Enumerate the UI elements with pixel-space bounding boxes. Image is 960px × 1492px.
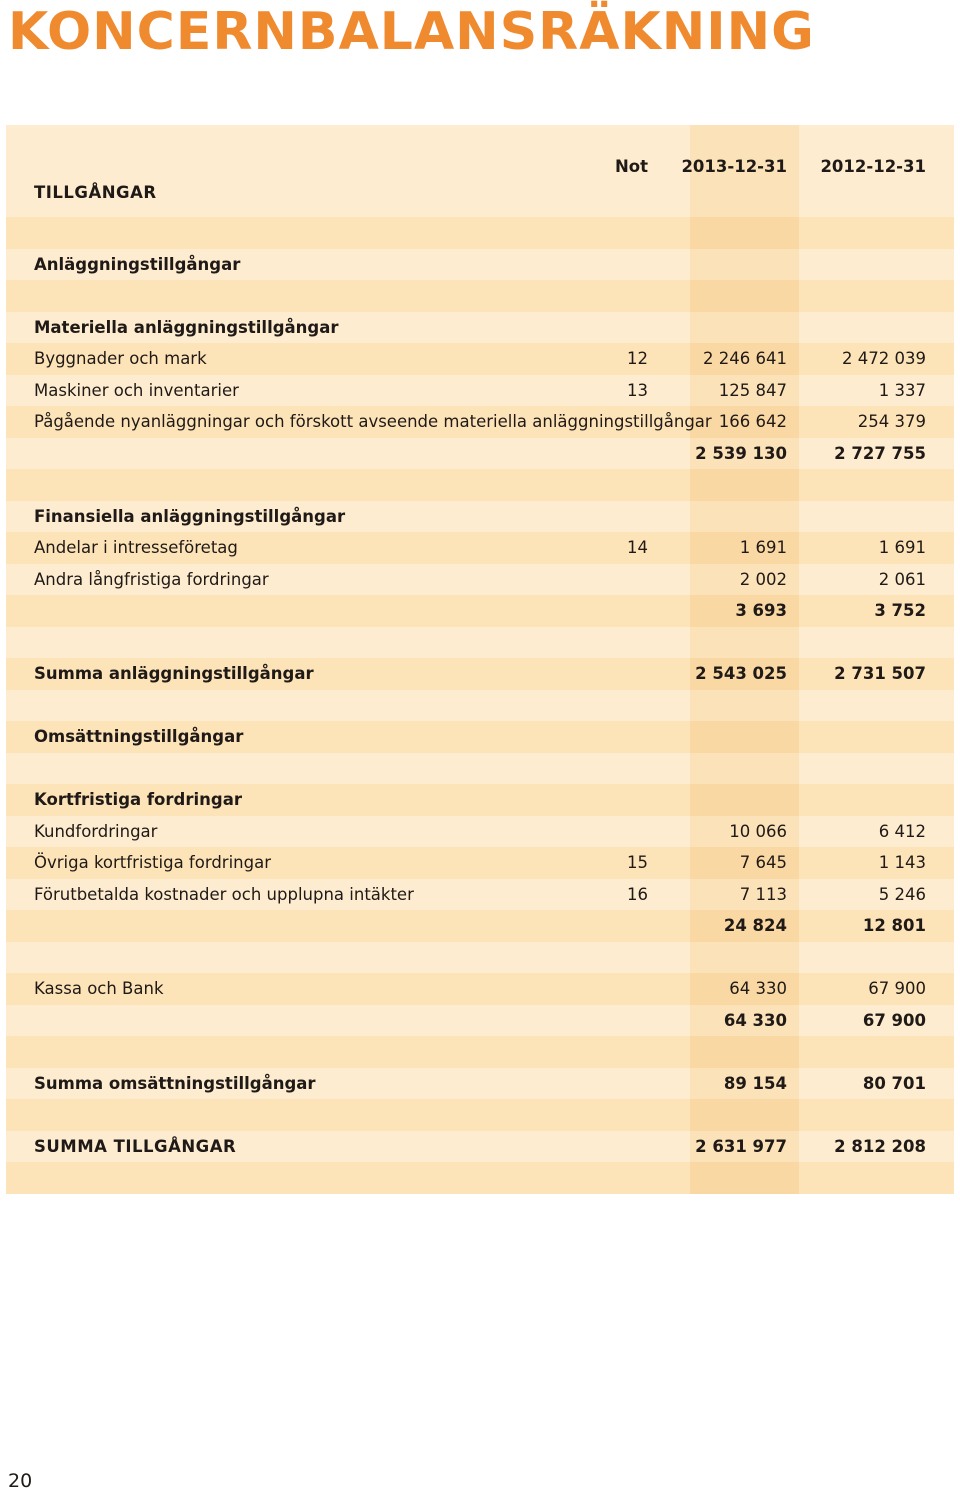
column-band bbox=[690, 249, 799, 281]
table-row bbox=[6, 595, 954, 627]
table-header-row bbox=[6, 125, 954, 217]
column-band bbox=[690, 753, 799, 785]
value-2013: 2 002 bbox=[739, 569, 787, 589]
table-body bbox=[6, 217, 954, 1194]
table-row bbox=[6, 658, 954, 690]
section-title: TILLGÅNGAR bbox=[34, 183, 157, 202]
table-row bbox=[6, 1036, 954, 1068]
value-2013: 64 330 bbox=[729, 979, 787, 999]
row-note: 15 bbox=[627, 853, 648, 873]
column-band bbox=[690, 501, 799, 533]
page-title: KONCERNBALANSRÄKNING bbox=[8, 2, 815, 62]
value-2013: 2 246 641 bbox=[703, 349, 787, 369]
value-2012: 3 752 bbox=[874, 601, 926, 621]
table-row bbox=[6, 1068, 954, 1100]
table-row bbox=[6, 312, 954, 344]
row-label: Kortfristiga fordringar bbox=[34, 790, 242, 810]
table-row bbox=[6, 406, 954, 438]
value-2013: 2 631 977 bbox=[695, 1136, 787, 1156]
column-band bbox=[690, 1162, 799, 1194]
table-row bbox=[6, 942, 954, 974]
table-row bbox=[6, 1005, 954, 1037]
column-band bbox=[690, 690, 799, 722]
column-band bbox=[690, 942, 799, 974]
value-2013: 1 691 bbox=[739, 538, 787, 558]
column-band bbox=[690, 721, 799, 753]
column-band bbox=[690, 280, 799, 312]
row-label: Maskiner och inventarier bbox=[34, 380, 239, 400]
value-2013: 24 824 bbox=[723, 916, 787, 936]
value-2012: 12 801 bbox=[862, 916, 926, 936]
table-row bbox=[6, 721, 954, 753]
value-2013: 7 645 bbox=[739, 853, 787, 873]
table-row bbox=[6, 627, 954, 659]
column-band bbox=[690, 312, 799, 344]
page-number: 20 bbox=[8, 1470, 33, 1492]
table-row bbox=[6, 784, 954, 816]
row-label: Byggnader och mark bbox=[34, 349, 207, 369]
value-2013: 2 543 025 bbox=[695, 664, 787, 684]
table-row bbox=[6, 343, 954, 375]
value-2013: 10 066 bbox=[729, 821, 787, 841]
table-row bbox=[6, 910, 954, 942]
column-band bbox=[690, 784, 799, 816]
value-2013: 7 113 bbox=[739, 884, 787, 904]
table-row bbox=[6, 501, 954, 533]
row-label: Omsättningstillgångar bbox=[34, 727, 244, 747]
row-label: Summa anläggningstillgångar bbox=[34, 664, 314, 684]
table-row bbox=[6, 1162, 954, 1194]
value-2013: 89 154 bbox=[723, 1073, 787, 1093]
table-row bbox=[6, 469, 954, 501]
column-header-2013: 2013-12-31 bbox=[681, 157, 787, 176]
value-2012: 67 900 bbox=[868, 979, 926, 999]
value-2012: 2 061 bbox=[878, 569, 926, 589]
table-row bbox=[6, 280, 954, 312]
value-2012: 5 246 bbox=[878, 884, 926, 904]
row-label: Summa omsättningstillgångar bbox=[34, 1073, 316, 1093]
value-2012: 80 701 bbox=[862, 1073, 926, 1093]
row-label: Finansiella anläggningstillgångar bbox=[34, 506, 346, 526]
table-row bbox=[6, 375, 954, 407]
row-label: Övriga kortfristiga fordringar bbox=[34, 853, 271, 873]
value-2012: 2 727 755 bbox=[834, 443, 926, 463]
table-row bbox=[6, 249, 954, 281]
value-2013: 125 847 bbox=[718, 380, 787, 400]
table-row bbox=[6, 1131, 954, 1163]
row-note: 14 bbox=[627, 538, 648, 558]
value-2012: 2 731 507 bbox=[834, 664, 926, 684]
column-band bbox=[690, 217, 799, 249]
row-note: 16 bbox=[627, 884, 648, 904]
column-band bbox=[690, 1036, 799, 1068]
value-2012: 254 379 bbox=[857, 412, 926, 432]
table-row bbox=[6, 532, 954, 564]
row-label: Anläggningstillgångar bbox=[34, 254, 241, 274]
table-row bbox=[6, 847, 954, 879]
value-2012: 1 691 bbox=[878, 538, 926, 558]
column-band bbox=[690, 627, 799, 659]
value-2012: 67 900 bbox=[862, 1010, 926, 1030]
column-header-2012: 2012-12-31 bbox=[820, 157, 926, 176]
row-label: Andra långfristiga fordringar bbox=[34, 569, 269, 589]
balance-sheet-table bbox=[6, 125, 954, 1194]
table-row bbox=[6, 816, 954, 848]
value-2013: 64 330 bbox=[723, 1010, 787, 1030]
row-label: SUMMA TILLGÅNGAR bbox=[34, 1136, 237, 1156]
table-row bbox=[6, 217, 954, 249]
row-label: Kundfordringar bbox=[34, 821, 158, 841]
row-label: Andelar i intresseföretag bbox=[34, 538, 238, 558]
value-2013: 166 642 bbox=[718, 412, 787, 432]
value-2012: 1 143 bbox=[878, 853, 926, 873]
column-band bbox=[690, 469, 799, 501]
value-2013: 3 693 bbox=[735, 601, 787, 621]
column-header-not: Not bbox=[614, 157, 648, 176]
value-2012: 6 412 bbox=[878, 821, 926, 841]
row-label: Materiella anläggningstillgångar bbox=[34, 317, 339, 337]
value-2012: 1 337 bbox=[878, 380, 926, 400]
table-row bbox=[6, 879, 954, 911]
table-row bbox=[6, 564, 954, 596]
row-label: Pågående nyanläggningar och förskott avseende materiella anläggningstillgångar bbox=[34, 412, 712, 432]
row-label: Kassa och Bank bbox=[34, 979, 164, 999]
table-row bbox=[6, 438, 954, 470]
table-row bbox=[6, 973, 954, 1005]
table-row bbox=[6, 690, 954, 722]
value-2012: 2 812 208 bbox=[834, 1136, 926, 1156]
row-note: 13 bbox=[627, 380, 648, 400]
table-row bbox=[6, 1099, 954, 1131]
row-label: Förutbetalda kostnader och upplupna intäkter bbox=[34, 884, 414, 904]
row-note: 12 bbox=[627, 349, 648, 369]
table-row bbox=[6, 753, 954, 785]
value-2013: 2 539 130 bbox=[695, 443, 787, 463]
value-2012: 2 472 039 bbox=[842, 349, 926, 369]
column-band bbox=[690, 1099, 799, 1131]
